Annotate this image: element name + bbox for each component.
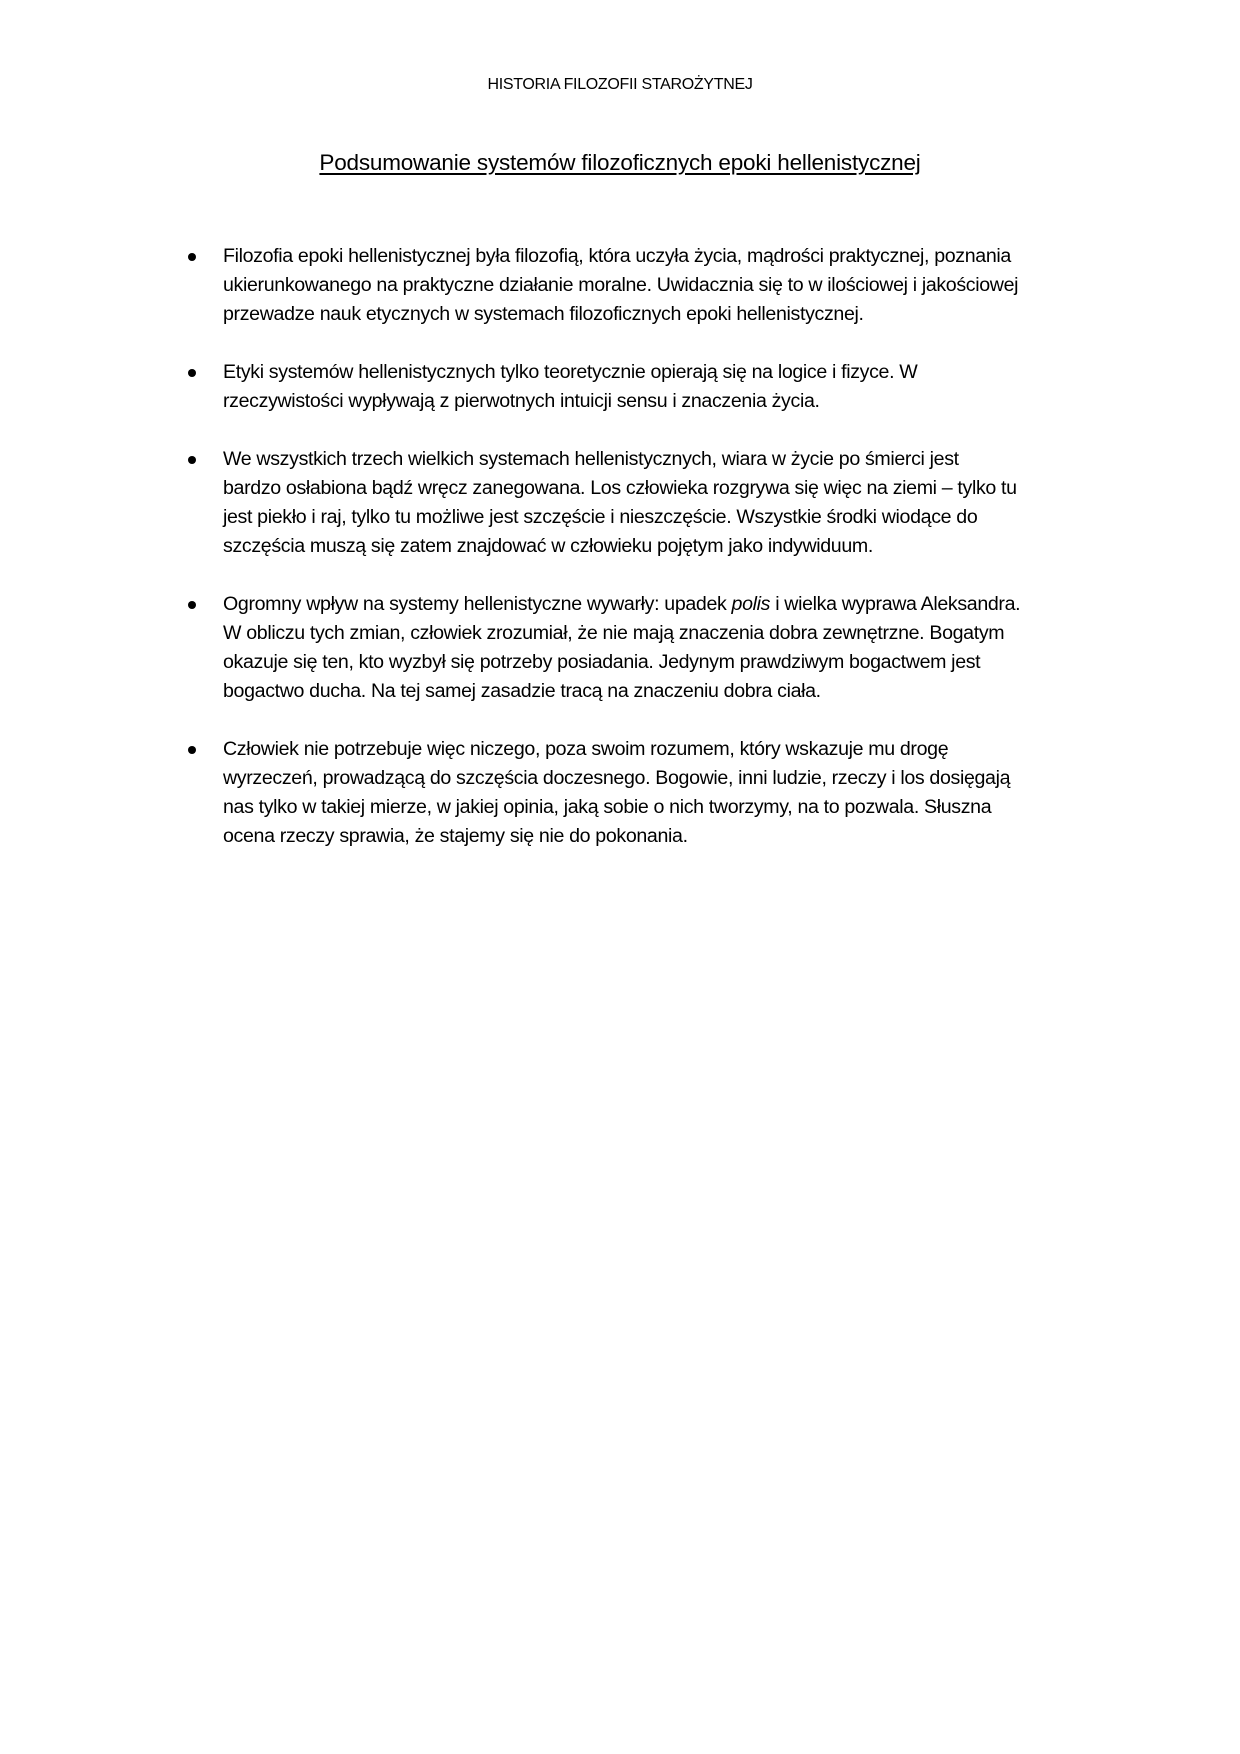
document-title: Podsumowanie systemów filozoficznych epoki hellenistycznej bbox=[319, 150, 921, 175]
bullet-icon bbox=[188, 369, 196, 377]
paragraph-line: jest piekło i raj, tylko tu możliwe jest szczęście i nieszczęście. Wszystkie środki wiodące do bbox=[223, 506, 978, 528]
paragraph-line: ukierunkowanego na praktyczne działanie moralne. Uwidacznia się to w ilościowej i jakościowej bbox=[223, 274, 1019, 296]
paragraph-line: nas tylko w takiej mierze, w jakiej opinia, jaką sobie o nich tworzymy, na to pozwala. Słuszna bbox=[223, 796, 992, 818]
paragraph-line: Etyki systemów hellenistycznych tylko teoretycznie opierają się na logice i fizyce. W bbox=[223, 361, 918, 383]
paragraph-line: Filozofia epoki hellenistycznej była filozofią, która uczyła życia, mądrości praktycznej, poznania bbox=[223, 245, 1011, 267]
bullet-icon bbox=[188, 746, 196, 754]
bullet-icon bbox=[188, 456, 196, 464]
paragraph-line: Człowiek nie potrzebuje więc niczego, poza swoim rozumem, który wskazuje mu drogę bbox=[223, 738, 949, 760]
list-item bbox=[0, 445, 1093, 561]
paragraph-line: We wszystkich trzech wielkich systemach hellenistycznych, wiara w życie po śmierci jest bbox=[223, 448, 959, 470]
page-header: HISTORIA FILOZOFII STAROŻYTNEJ bbox=[487, 76, 753, 93]
paragraph-line: bogactwo ducha. Na tej samej zasadzie tracą na znaczeniu dobra ciała. bbox=[223, 680, 821, 702]
text-run: i wielka wyprawa Aleksandra. bbox=[770, 593, 1021, 615]
paragraph-line: przewadze nauk etycznych w systemach filozoficznych epoki hellenistycznej. bbox=[223, 303, 864, 325]
paragraph-line bbox=[223, 590, 1093, 619]
paragraph-line: W obliczu tych zmian, człowiek zrozumiał, że nie mają znaczenia dobra zewnętrzne. Bogatym bbox=[223, 622, 1005, 644]
paragraph-line: rzeczywistości wypływają z pierwotnych intuicji sensu i znaczenia życia. bbox=[223, 390, 820, 412]
italic-term-polis: polis bbox=[731, 593, 771, 615]
text-run: Ogromny wpływ na systemy hellenistyczne wywarły: upadek bbox=[223, 593, 732, 615]
paragraph-line: wyrzeczeń, prowadzącą do szczęścia doczesnego. Bogowie, inni ludzie, rzeczy i los dosięgają bbox=[223, 767, 1011, 789]
list-item bbox=[0, 590, 1093, 706]
list-item bbox=[0, 358, 1093, 416]
paragraph-line: bardzo osłabiona bądź wręcz zanegowana. Los człowieka rozgrywa się więc na ziemi – tylko tu bbox=[223, 477, 1017, 499]
list-item bbox=[0, 735, 1093, 851]
bullet-icon bbox=[188, 253, 196, 261]
paragraph-line: okazuje się ten, kto wyzbył się potrzeby posiadania. Jedynym prawdziwym bogactwem jest bbox=[223, 651, 981, 673]
bullet-icon bbox=[188, 601, 196, 609]
paragraph-line: szczęścia muszą się zatem znajdować w człowieku pojętym jako indywiduum. bbox=[223, 535, 873, 557]
paragraph-line: ocena rzeczy sprawia, że stajemy się nie do pokonania. bbox=[223, 825, 688, 847]
list-item bbox=[0, 242, 1093, 329]
bullet-list bbox=[0, 242, 1240, 880]
